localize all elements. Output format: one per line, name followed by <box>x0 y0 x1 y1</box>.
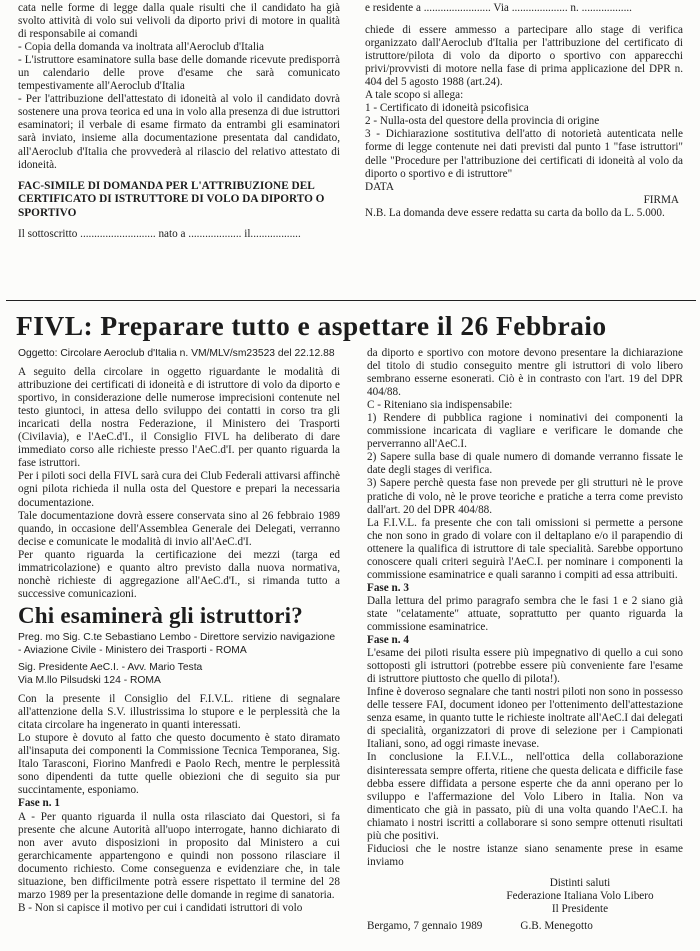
note: N.B. La domanda deve essere redatta su carta da bollo da L. 5.000. <box>365 206 665 219</box>
date-label: DATA <box>365 180 394 193</box>
address-line: Sig. Presidente AeC.I. - Avv. Mario Testa <box>18 661 203 673</box>
list-item: 3 - Dichiarazione sostitutiva dell'atto di notorietà autenticata nelle forme di legge contenute nei dati previsti dal punto 1 "fase istruttori" delle "Procedure per l'attribuzione dei certificati di idoneità al volo da diporto o sportivo e di istruttore" <box>365 128 683 180</box>
signature-label: FIRMA <box>643 193 679 206</box>
place-date: Bergamo, 7 gennaio 1989 <box>367 920 483 933</box>
section-divider <box>6 300 696 301</box>
article-headline: FIVL: Preparare tutto e aspettare il 26 Febbraio <box>16 310 607 341</box>
paragraph: cata nelle forme di legge dalla quale risulti che il candidato ha già svolto attività di volo sui velivoli da diporto privi di motore in qualità di responsabile ai comandi <box>18 2 340 41</box>
paragraph: - Per l'attribuzione dell'attestato di idoneità al volo il candidato dovrà sostenere una prova teorica ed una in volo alla presenza di due istruttori esaminatori; il verbale di esame firmato da entrambi gli esaminatori sarà inviato, insieme alla documentazione presentata dal candidato, all'Aeroclub d'Italia che provvederà al rilascio del relativo attestato di idoneità. <box>18 93 340 171</box>
paragraph: Infine è doveroso segnalare che tanti nostri piloti non sono in possesso delle tessere FAI, document idoneo per l'ottenimento dell'attestazione senza esame, in quanto tutte le richieste inoltrate all'AeC.I dai delegati di specialità, organizzatori di prove di selezione per i Campionati Italiani, sono, ad oggi rimaste inevase. <box>367 686 683 751</box>
paragraph: La F.I.V.L. fa presente che con tali omissioni si permette a persone che non sono in grado di volare con il deltaplano e/o il parapendio di ottenere la qualifica di istruttore di tale specialità. Sarebbe opportuno conoscere quali criteri seguirà l'AeC.I. per nominare i componenti la commissione esaminatrice e quali saranno i compiti ad essa attribuiti. <box>367 516 683 581</box>
section-subheading: Chi esaminerà gli istruttori? <box>18 602 303 628</box>
list-item: 2 - Nulla-osta del questore della provincia di origine <box>365 115 600 128</box>
paragraph: 3) Sapere perchè questa fase non prevede per gli strutturi nè le prove pratiche di volo, nè le prove teoriche e pratiche a terra come previsto dall'art. 20 del DPR 404/88. <box>367 477 683 516</box>
paragraph: In conclusione la F.I.V.L., nell'ottica della collaborazione disinteressata sempre offerta, ritiene che questa delicata e difficile fase debba essere diffidata a persone esperte che da anni operano per lo sviluppo e l'affermazione del Volo Libero in Italia. Non va dimenticato che già in passato, più di una volta quando l'AeC.I. ha chiamato i nostri iscritti a collaborare si sono sempre ottenuti risultati più che positivi. <box>367 751 683 842</box>
address-line: Via M.llo Pilsudski 124 - ROMA <box>18 675 161 687</box>
paragraph: B - Non si capisce il motivo per cui i candidati istruttori di volo <box>18 901 303 914</box>
paragraph: A - Per quanto riguarda il nulla osta rilasciato dai Questori, si fa presente che alcune Autorità all'uopo interrogate, hanno dichiarato di non aver avuto disposizioni in proposito dal Ministero a cui gerarchicamente appartengono e quindi non possono rilasciare il documento richiesto. Come conseguenza e evidenziare che, in tale situazione, ben difficilmente potrà essere rispettato il termine del 28 marzo 1989 per la presentazione delle domande in regime di sanatoria. <box>18 810 340 901</box>
paragraph: - L'istruttore esaminatore sulla base delle domande ricevute predisporrà un calendario delle prove d'esame che sarà comunicato tempestivamente all'Aeroclub d'Italia <box>18 54 340 93</box>
paragraph: Per i piloti soci della FIVL sarà cura dei Club Federali attivarsi affinchè ogni pilota richieda il nulla osta del Questore e prepari la necessaria documentazione. <box>18 470 340 509</box>
paragraph: Per quanto riguarda la certificazione dei mezzi (targa ed immatricolazione) e quanto altro previsto dalla nuova normativa, nonchè richieste di aggregazione all'AeC.d'I., si rimanda tutto a successive comunicazioni. <box>18 548 340 600</box>
paragraph: chiede di essere ammesso a partecipare allo stage di verifica organizzato dall'Aeroclub d'Italia per l'attribuzione del certificato di istruttore/pilota di volo da diporto o sportivo con apparecchi privi/provvisti di motore nella fase di prima applicazione del DPR n. 404 del 5 agosto 1988 (art.24). <box>365 24 683 89</box>
phase-heading: Fase n. 3 <box>367 581 409 594</box>
phase-heading: Fase n. 4 <box>367 634 409 647</box>
bottom-right-column <box>367 347 683 933</box>
signatory-name: G.B. Menegotto <box>520 920 593 933</box>
organization-name: Federazione Italiana Volo Libero <box>506 889 654 902</box>
paragraph: Fiduciosi che le nostre istanze siano senamente prese in esame inviamo <box>367 842 683 868</box>
form-line-residente: e residente a ........................ Via .................... n. .................. <box>365 2 632 14</box>
place-date-signature <box>367 920 683 933</box>
paragraph: Dalla lettura del primo paragrafo sembra che le fasi 1 e 2 siano già state "celatamente" attuate, soprattutto per quanto riguarda la commissione esaminatrice. <box>367 594 683 633</box>
bottom-left-column <box>18 347 340 915</box>
paragraph: 1) Rendere di pubblica ragione i nominativi dei componenti la commissione incaricata di vagliare e verificare le domande che perverranno all'AeC.I. <box>367 412 683 451</box>
closing-greeting: Distinti saluti <box>549 876 611 889</box>
paragraph: Lo stupore è dovuto al fatto che questo documento è stato diramato all'insaputa dei componenti la Commissione Tecnica Temporanea, Sig. Italo Tarasconi, Fiorino Manfredi e Paolo Rech, mentre le perplessità sono dipendenti da tutte quelle obiezioni che di seguito sia pur succintamente, esponiamo. <box>18 732 340 797</box>
paragraph: A seguito della circolare in oggetto riguardante le modalità di attribuzione dei certificati di idoneità e di istruttore di volo da diporto e sportivo, in considerazione delle numerose imprecisioni contenute nel testo giuntoci, in attesa dello sviluppo dei contatti in corso tra gli incaricati della nostra Federazione, il Ministero dei Trasporti (Civilavia), e l'AeC.d'I., il Consiglio FIVL ha deliberato di dare immediato corso alle richieste presso l'AeC.d'I. per quanto riguarda la fase istruttori. <box>18 366 340 470</box>
paragraph: Tale documentazione dovrà essere conservata sino al 26 febbraio 1989 quando, in occasione dell'Assemblea Generale dei Delegati, verranno decise e comunicate le modalità di invio all'AeC.d'I. <box>18 509 340 548</box>
signatory-title: Il Presidente <box>551 902 609 915</box>
facsimile-title: FAC-SIMILE DI DOMANDA PER L'ATTRIBUZIONE DEL CERTIFICATO DI ISTRUTTORE DI VOLO DA DIPORTO O SPORTIVO <box>18 179 325 219</box>
paragraph: 2) Sapere sulla base di quale numero di domande verranno fissate le date degli stages di verifica. <box>367 451 683 477</box>
top-left-column <box>18 2 340 241</box>
address-line: Preg. mo Sig. C.te Sebastiano Lembo - Direttore servizio navigazione - Aviazione Civile - Ministero dei Trasporti - ROMA <box>18 631 336 656</box>
top-right-column <box>365 2 683 220</box>
paragraph: L'esame dei piloti risulta essere più impegnativo di quello a cui sono sottoposti gli istruttori (potrebbe essere più conveniente fare l'esame di istruttore piuttosto che quello di pilota!). <box>367 647 683 686</box>
list-item: 1 - Certificato di idoneità psicofisica <box>365 102 529 115</box>
paragraph: - Copia della domanda va inoltrata all'Aeroclub d'Italia <box>18 41 265 54</box>
paragraph: da diporto e sportivo con motore devono presentare la dichiarazione del titolo di studio conseguito mentre gli istruttori di volo libero sembrano esserne esonerati. Ciò è in contrasto con l'art. 19 del DPR 404/88. <box>367 347 683 399</box>
subject-line: Oggetto: Circolare Aeroclub d'Italia n. VM/MLV/sm23523 del 22.12.88 <box>18 348 335 359</box>
paragraph: C - Riteniano sia indispensabile: <box>367 399 513 412</box>
form-line-sottoscritto: Il sottoscritto ........................... nato a ................... il.................. <box>18 228 301 241</box>
paragraph: A tale scopo si allega: <box>365 89 464 102</box>
phase-heading: Fase n. 1 <box>18 797 60 810</box>
paragraph: Con la presente il Consiglio del F.I.V.L. ritiene di segnalare all'attenzione della S.V. illustrissima lo stupore e le perplessità che la citata circolare ha ingenerato in quanti interessati. <box>18 693 340 732</box>
